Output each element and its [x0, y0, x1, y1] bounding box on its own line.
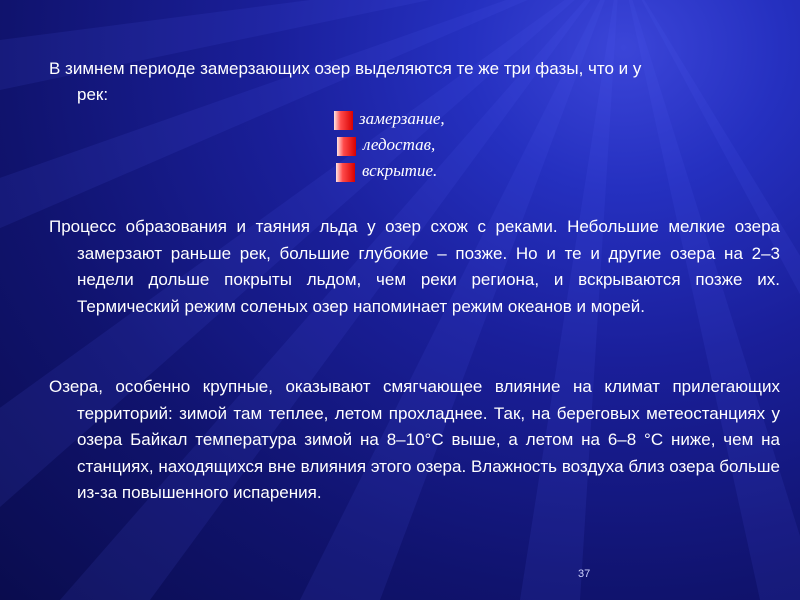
phase-label: ледостав, [363, 135, 436, 154]
page-number: 37 [578, 568, 591, 580]
square-bullet-icon [337, 137, 356, 156]
phase-label: вскрытие. [362, 161, 438, 180]
phase-item [334, 160, 534, 186]
phase-list [334, 108, 534, 186]
phase-label: замерзание, [359, 109, 445, 128]
phase-item [334, 134, 534, 160]
intro-line-1: В зимнем периоде замерзающих озер выделяются те же три фазы, что и у [49, 59, 642, 78]
paragraph-climate-influence: Озера, особенно крупные, оказывают смягчающее влияние на климат прилегающих территорий: зимой там теплее, летом прохладнее. Так, на береговых метеостанциях у озера Байкал температура зимой на 8–10°С выше, а летом на 6–8 °С ниже, чем на станциях, находящихся вне влияния этого озера. Влажность воздуха близ озера больше из-за повышенного испарения. [49, 377, 780, 503]
intro-text [49, 56, 755, 108]
phase-item [334, 108, 534, 134]
intro-line-2: рек: [77, 85, 109, 104]
square-bullet-icon [334, 111, 353, 130]
square-bullet-icon [336, 163, 355, 182]
paragraph-ice-formation: Процесс образования и таяния льда у озер схож с реками. Небольшие мелкие озера замерзают раньше рек, большие глубокие – позже. Но и те и другие озера на 2–3 недели дольше покрыты льдом, чем реки региона, и вскрываются позже их. Термический режим соленых озер напоминает режим океанов и морей. [49, 217, 780, 316]
